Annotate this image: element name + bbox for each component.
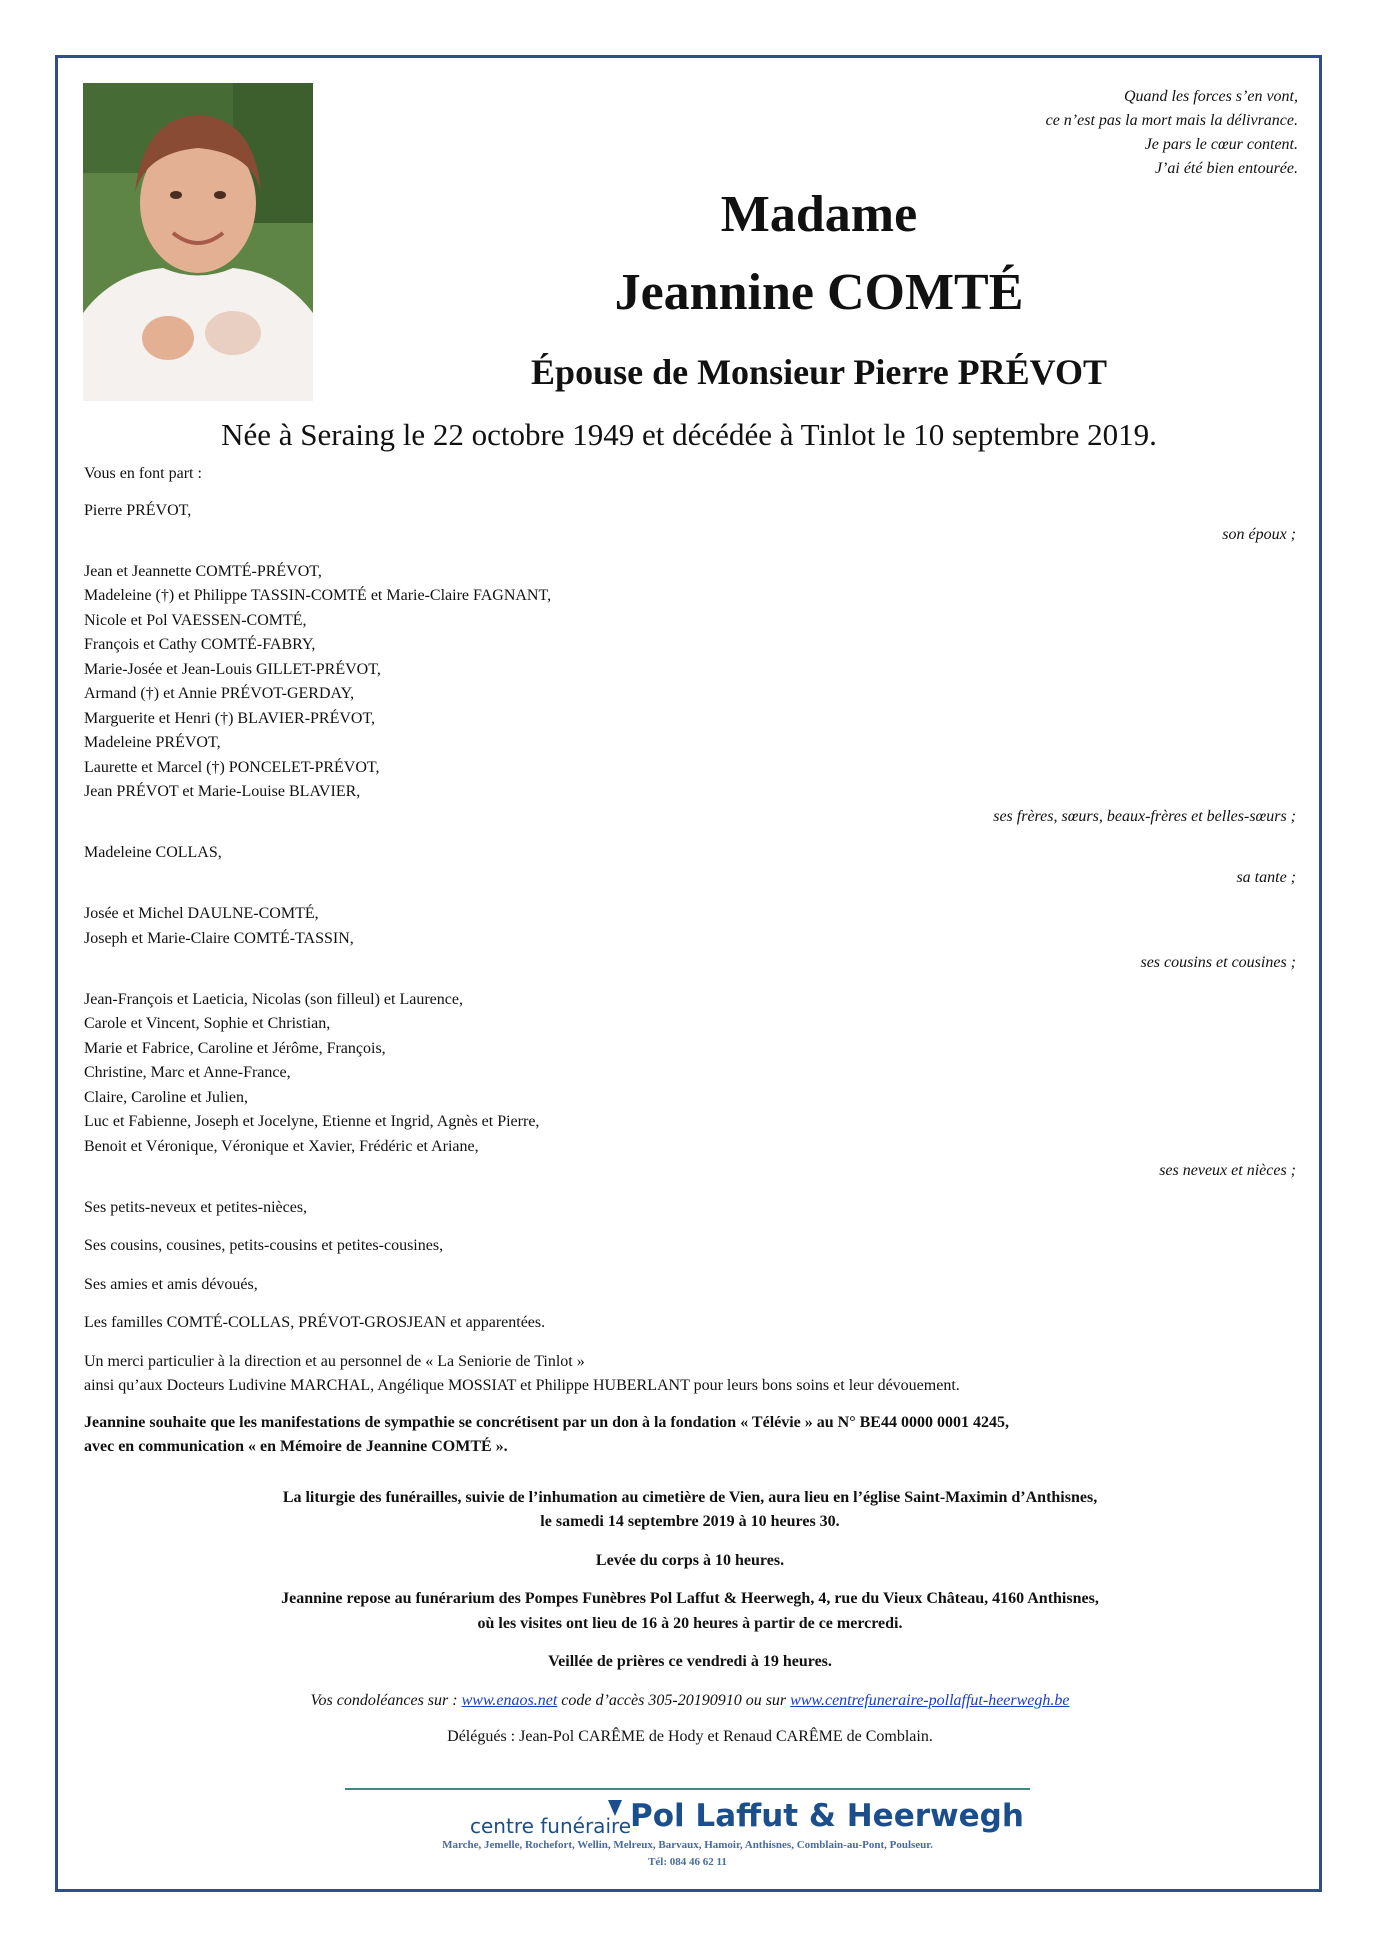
family-name: Laurette et Marcel (†) PONCELET-PRÉVOT, (84, 758, 380, 776)
delegates-line: Délégués : Jean-Pol CARÊME de Hody et Renaud CARÊME de Comblain. (447, 1728, 933, 1745)
family-name: Madeleine PRÉVOT, (84, 734, 221, 751)
family-name: Luc et Fabienne, Joseph et Jocelyne, Etienne et Ingrid, Agnès et Pierre, (84, 1113, 540, 1130)
announcement-body (84, 462, 1296, 1750)
logo-title: Pol Laffut & Heerwegh (630, 1798, 1024, 1834)
family-name: Claire, Caroline et Julien, (84, 1088, 248, 1106)
donation-line: avec en communication « en Mémoire de Jeannine COMTÉ ». (84, 1438, 508, 1455)
family-name: Jean PRÉVOT et Marie-Louise BLAVIER, (84, 783, 361, 800)
donation-line: Jeannine souhaite que les manifestations de sympathie se concrétisent par un don à la fondation « Télévie » au N° BE44 0000 0001 4245, (84, 1413, 1009, 1431)
enaos-link[interactable]: www.enaos.net (461, 1691, 558, 1709)
funeral-home-link[interactable]: www.centrefuneraire-pollaffut-heerwegh.be (790, 1691, 1070, 1709)
family-name: Benoit et Véronique, Véronique et Xavier, Frédéric et Ariane, (84, 1137, 479, 1155)
family-name: Jean et Jeannette COMTÉ-PRÉVOT, (84, 562, 322, 580)
title-madame: Madame (720, 186, 918, 243)
family-name: Marguerite et Henri (†) BLAVIER-PRÉVOT, (84, 709, 376, 727)
other-family: Ses amies et amis dévoués, (84, 1275, 258, 1293)
funerarium-line: Jeannine repose au funérarium des Pompes Funèbres Pol Laffut & Heerwegh, 4, rue du Vieux Château, 4160 Anthisnes, (281, 1590, 1099, 1607)
spouse-line: Épouse de Monsieur Pierre PRÉVOT (531, 352, 1107, 392)
family-name: Christine, Marc et Anne-France, (84, 1064, 291, 1081)
funeral-home-logo (345, 1794, 1030, 1879)
family-name: Madeleine COLLAS, (84, 844, 222, 861)
other-family: Ses cousins, cousines, petits-cousins et petites-cousines, (84, 1237, 444, 1254)
poem-line: J’ai été bien entourée. (1154, 160, 1298, 177)
condolences-middle: code d’accès 305-20190910 ou sur (557, 1691, 791, 1709)
relation-label: ses frères, sœurs, beaux-frères et belles-sœurs ; (993, 807, 1296, 825)
intro-text: Vous en font part : (84, 465, 202, 482)
logo-divider (345, 1788, 1030, 1790)
relation-label: son époux ; (1222, 526, 1296, 543)
relation-label: ses cousins et cousines ; (1140, 954, 1296, 971)
funerarium-line: où les visites ont lieu de 16 à 20 heures à partir de ce mercredi. (477, 1614, 903, 1632)
levee-line: Levée du corps à 10 heures. (595, 1551, 785, 1569)
other-family: Les familles COMTÉ-COLLAS, PRÉVOT-GROSJEAN et apparentées. (84, 1314, 546, 1331)
veillee-line: Veillée de prières ce vendredi à 19 heures. (548, 1653, 832, 1670)
liturgy-line: le samedi 14 septembre 2019 à 10 heures 30. (540, 1513, 840, 1530)
thanks-line: Un merci particulier à la direction et au personnel de « La Seniorie de Tinlot » (84, 1352, 585, 1370)
family-name: Joseph et Marie-Claire COMTÉ-TASSIN, (84, 929, 354, 947)
poem-line: Je pars le cœur content. (1144, 136, 1298, 153)
family-name: François et Cathy COMTÉ-FABRY, (84, 636, 316, 653)
liturgy-line: La liturgie des funérailles, suivie de l’inhumation au cimetière de Vien, aura lieu en l’église Saint-Maximin d’Anthisnes, (282, 1488, 1098, 1506)
relation-label: ses neveux et nièces ; (1159, 1162, 1296, 1179)
condolences-prefix: Vos condoléances sur : (310, 1691, 462, 1709)
logo-places: Marche, Jemelle, Rochefort, Wellin, Melreux, Barvaux, Hamoir, Anthisnes, Comblain-au-Pont, Poulseur. (442, 1839, 933, 1851)
family-name: Josée et Michel DAULNE-COMTÉ, (84, 905, 319, 922)
other-family: Ses petits-neveux et petites-nièces, (84, 1198, 308, 1216)
family-name: Nicole et Pol VAESSEN-COMTÉ, (84, 611, 307, 629)
family-name: Pierre PRÉVOT, (84, 501, 192, 519)
family-name: Marie et Fabrice, Caroline et Jérôme, François, (84, 1039, 386, 1057)
family-name: Armand (†) et Annie PRÉVOT-GERDAY, (84, 685, 355, 702)
family-name: Madeleine (†) et Philippe TASSIN-COMTÉ et Marie-Claire FAGNANT, (84, 587, 552, 604)
family-name: Carole et Vincent, Sophie et Christian, (84, 1015, 331, 1032)
poem-line: Quand les forces s’en vont, (1123, 88, 1298, 105)
family-name: Jean-François et Laeticia, Nicolas (son filleul) et Laurence, (84, 990, 463, 1008)
logo-phone: Tél: 084 46 62 11 (648, 1856, 727, 1868)
birth-death-line: Née à Seraing le 22 octobre 1949 et décédée à Tinlot le 10 septembre 2019. (221, 417, 1157, 452)
relation-label: sa tante ; (1236, 868, 1296, 886)
deceased-name: Jeannine COMTÉ (614, 264, 1024, 321)
thanks-line: ainsi qu’aux Docteurs Ludivine MARCHAL, Angélique MOSSIAT et Philippe HUBERLANT pour leurs bons soins et leur dévouement. (84, 1377, 960, 1394)
poem (1046, 85, 1298, 181)
poem-line: ce n’est pas la mort mais la délivrance. (1045, 112, 1298, 129)
family-name: Marie-Josée et Jean-Louis GILLET-PRÉVOT, (84, 660, 381, 678)
condolences-line (84, 1689, 1296, 1714)
logo-subtitle: centre funéraire (470, 1814, 632, 1838)
